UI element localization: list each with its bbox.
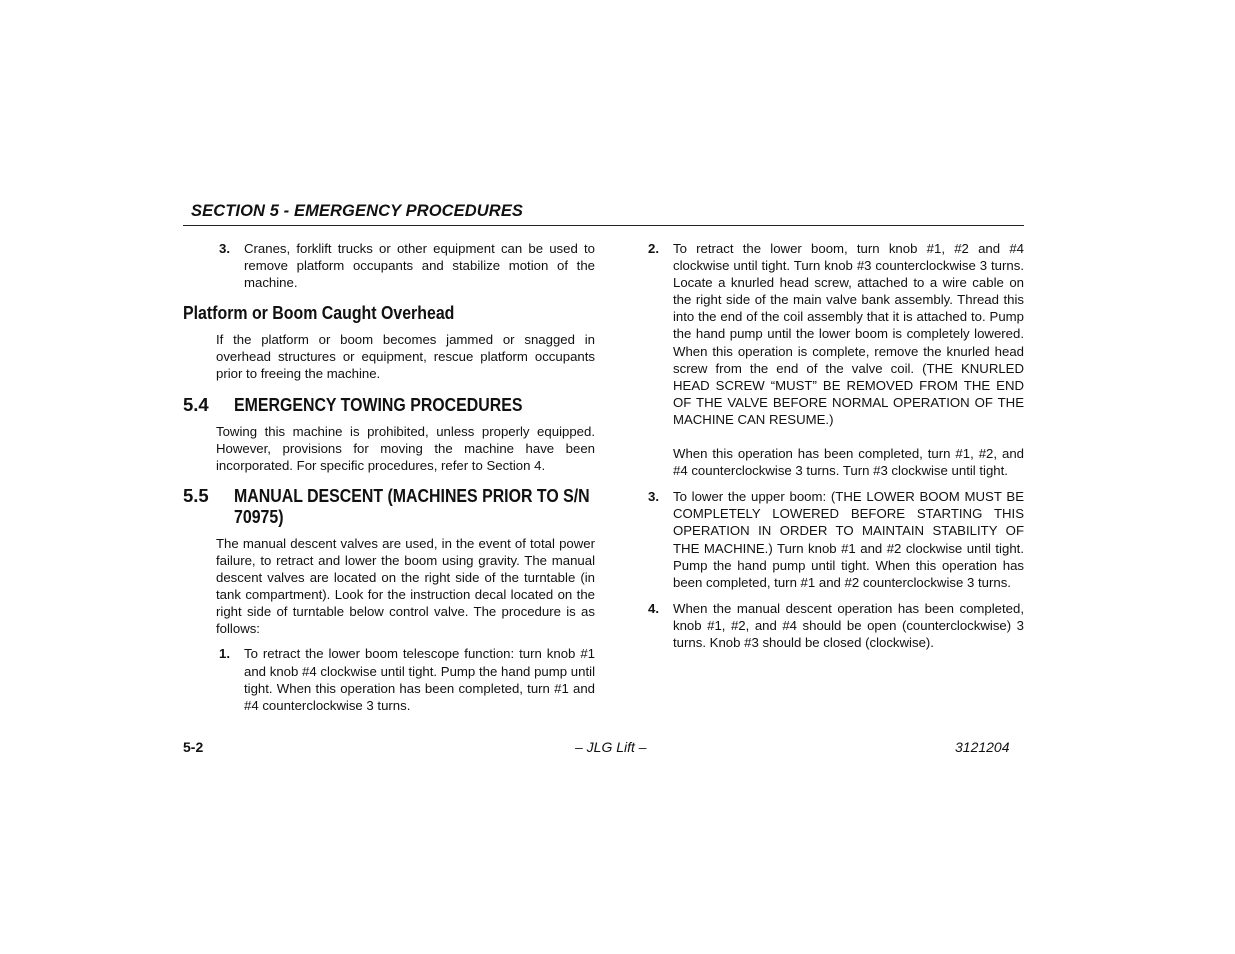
footer-brand: – JLG Lift – <box>575 739 647 755</box>
list-item-1 <box>183 645 595 713</box>
item-number: 1. <box>219 646 230 662</box>
towing-paragraph: Towing this machine is prohibited, unless properly equipped. However, provisions for moving the machine have been incorporated. For specific procedures, refer to Section 4. <box>216 423 595 473</box>
platform-heading: Platform or Boom Caught Overhead <box>183 302 455 324</box>
list-item-4 <box>612 600 1024 651</box>
item-number: 3. <box>648 489 659 505</box>
section-number: 5.5 <box>183 484 209 506</box>
manual-descent-paragraph: The manual descent valves are used, in the event of total power failure, to retract and lower the boom using gravity. The manual descent valves are located on the right side of the turntable (in tank compartment). Look for the instruction decal located on the right side of turntable below control valve. The procedure is as follows: <box>216 535 595 637</box>
item-text: When this operation has been completed, turn #1, #2, and #4 counterclockwise 3 turns. Turn #3 clockwise until tight. <box>673 446 1024 479</box>
section-5-5-heading <box>183 485 595 527</box>
platform-paragraph: If the platform or boom becomes jammed or snagged in overhead structures or equipment, rescue platform occupants prior to freeing the machine. <box>216 332 595 382</box>
list-item-2 <box>612 240 1024 428</box>
section-title: MANUAL DESCENT (MACHINES PRIOR TO S/N 70975) <box>234 484 590 527</box>
item-text: To retract the lower boom, turn knob #1, #2 and #4 clockwise until tight. Turn knob #3 counterclockwise 3 turns. Locate a knurled head screw, attached to a wire cable on the right side of the main valve bank assembly. Thread this into the end of the coil assembly that it is attached to. Pump the hand pump until the lower boom is completely lowered. When this operation is complete, remove the knurled head screw from the end of the valve coil. (THE KNURLED HEAD SCREW “MUST” BE REMOVED FROM THE END OF THE VALVE BEFORE NORMAL OPERATION OF THE MACHINE CAN RESUME.) <box>673 241 1024 427</box>
item-text: Cranes, forklift trucks or other equipment can be used to remove platform occupants and stabilize motion of the machine. <box>244 241 595 291</box>
item-text: To lower the upper boom: (THE LOWER BOOM MUST BE COMPLETELY LOWERED BEFORE STARTING THIS OPERATION IN ORDER TO MAINTAIN STABILITY OF THE MACHINE.) Turn knob #1 and #2 clockwise until tight. Pump the hand pump until tight. When this operation has been completed, turn #1 and #2 counterclockwise 3 turns. <box>673 489 1024 590</box>
right-column <box>612 240 1024 651</box>
document-number: 3121204 <box>955 739 1010 755</box>
item-number: 2. <box>648 241 659 256</box>
list-item-3 <box>612 488 1024 591</box>
page-number: 5-2 <box>183 739 204 755</box>
item-text: When the manual descent operation has been completed, knob #1, #2, and #4 should be open (counterclockwise) 3 turns. Knob #3 should be closed (clockwise). <box>673 600 1024 650</box>
section-title: EMERGENCY TOWING PROCEDURES <box>234 393 523 415</box>
header-rule <box>183 225 1024 226</box>
item-number: 4. <box>648 600 659 616</box>
section-header: SECTION 5 - EMERGENCY PROCEDURES <box>191 202 524 220</box>
list-item-3-cranes <box>183 240 595 291</box>
item-text: To retract the lower boom telescope function: turn knob #1 and knob #4 clockwise until tight. Pump the hand pump until tight. When this operation has been completed, turn #1 and #4 counterclockwise 3 turns. <box>244 646 595 713</box>
item-number: 3. <box>219 241 230 256</box>
section-number: 5.4 <box>183 393 209 415</box>
section-5-4-heading <box>183 394 595 415</box>
left-column <box>183 240 595 714</box>
list-item-2-continued <box>612 445 1024 479</box>
